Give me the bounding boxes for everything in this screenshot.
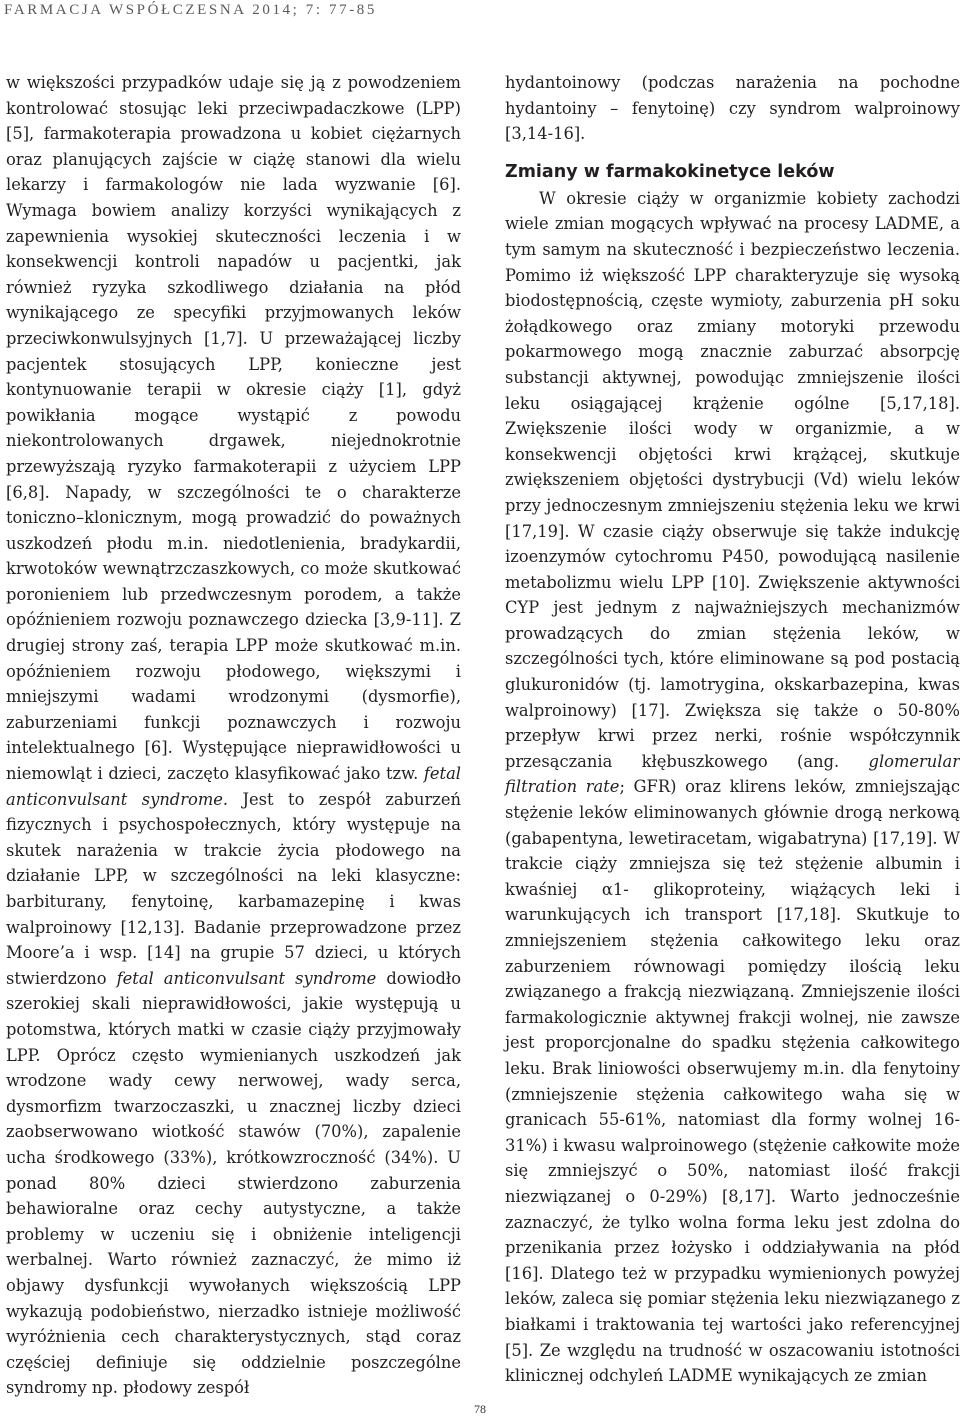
section-paragraph [505,186,960,1389]
left-column [6,70,461,1401]
body-text: ; GFR) oraz klirens leków, zmniejszając stężenie leków eliminowanych głównie drogą nerkową (gabapentyna, lewetiracetam, wigabatryna) [17,19]. W trakcie ciąży zmniejsza się też stężenie albumin i kwaśniej α1- glikoproteiny, wiążących leki i warunkujących ich transport [17,18]. Skutkuje to zmniejszeniem stężenia całkowitego leku oraz zaburzeniem równowagi pomiędzy ilością leku związanego a frakcją niezwiązaną. Zmniejszenie ilości farmakologicznie aktywnej frakcji wolnej, nie zawsze jest proporcjonalne do spadku stężenia całkowitego leku. Brak liniowości obserwujemy m.in. dla fenytoiny (zmniejszenie stężenia całkowitego waha się w granicach 55-61%, natomiast dla formy wolnej 16-31%) i kwasu walproinowego (stężenie całkowite może się zmniejszyć o 50%, natomiast ilość frakcji niezwiązanej o 0-29%) [8,17]. Warto jednocześnie zaznaczyć, że tylko wolna forma leku jest zdolna do przenikania przez łożysko i oddziaływania na płód [16]. Dlatego też w przypadku wymienionych powyżej leków, zaleca się pomiar stężenia leku niezwiązanego z białkami i traktowania tej wartości jako referencyjnej [5]. Ze względu na trudność w oszacowaniu istotności klinicznej odchyleń LADME wynikających ze zmian [505,777,960,1386]
body-text: dowiodło szerokiej skali nieprawidłowości, jakie występują u potomstwa, których matki w czasie ciąży przyjmowały LPP. Oprócz często wymienianych uszkodzeń jak wrodzone wady cewy nerwowej, wady serca, dysmorfizm twarzoczaszki, u znacznej liczby dzieci zaobserwowano wiotkość stawów (70%), zapalenie ucha środkowego (33%), krótkowzroczność (34%). U ponad 80% dzieci stwierdzono zaburzenia behawioralne oraz cechy autystyczne, a także problemy w uczeniu się i obniżenie inteligencji werbalnej. Warto również zaznaczyć, że mimo iż objawy dysfunkcji wywołanych większością LPP wykazują podobieństwo, nierzadko istnieje możliwość wyróżnienia cech charakterystycznych, stąd coraz częściej definiuje się oddzielnie poszczególne syndromy np. płodowy zespół [6,968,462,1398]
body-text: w większości przypadków udaje się ją z powodzeniem kontrolować stosując leki przeciwpadaczkowe (LPP) [5], farmakoterapia prowadzona u kobiet ciężarnych oraz planujących zajście w ciążę stanowi dla wielu lekarzy i farmakologów nie lada wyzwanie [6]. Wymaga bowiem analizy korzyści wynikających z zapewnienia wysokiej skuteczności leczenia i w konsekwencji kontroli napadów u pacjentki, jak również ryzyka szkodliwego działania na płód wynikającego ze specyfiki przyjmowanych leków przeciwkonwulsyjnych [1,7]. U przeważającej liczby pacjentek stosujących LPP, konieczne jest kontynuowanie terapii w okresie ciąży [1], gdyż powikłania mogące wystąpić z powodu niekontrolowanych drgawek, niejednokrotnie przewyższają ryzyko farmakoterapii z użyciem LPP [6,8]. Napady, w szczególności te o charakterze toniczno–klonicznym, mogą prowadzić do poważnych uszkodzeń płodu m.in. niedotlenienia, bradykardii, krwotoków wewnątrzczaszkowych, co może skutkować poronieniem lub przedwczesnym porodem, a także opóźnieniem rozwoju poznawczego dziecka [3,9-11]. Z drugiej strony zaś, terapia LPP może skutkować m.in. opóźnieniem rozwoju płodowego, większymi i mniejszymi wadami wrodzonymi (dysmorfie), zaburzeniami funkcji poznawczych i rozwoju intelektualnego [6]. Występujące nieprawidłowości u niemowląt i dzieci, zaczęto klasyfikować jako tzw. [6,73,461,784]
body-text: W okresie ciąży w organizmie kobiety zachodzi wiele zmian mogących wpływać na procesy LADME, a tym samym na skuteczność i bezpieczeństwo leczenia. Pomimo iż większość LPP charakteryzuje się wysoką biodostępnością, częste wymioty, zaburzenia pH soku żołądkowego oraz zmiany motoryki przewodu pokarmowego mogą znacznie zaburzać absorpcję substancji aktywnej, powodując zmniejszenie ilości leku osiągającej krążenie ogólne [5,17,18]. Zwiększenie ilości wody w organizmie, a w konsekwencji objętości krwi krążącej, skutkuje zwiększeniem objętości dystrybucji (Vd) wielu leków przy jednoczesnym zmniejszeniu stężenia leku we krwi [17,19]. W czasie ciąży obserwuje się także indukcję izoenzymów cytochromu P450, powodującą nasilenie metabolizmu wielu LPP [10]. Zwiększenie aktywności CYP jest jednym z najważniejszych mechanizmów prowadzących do zmian stężenia leków, w szczególności tych, które eliminowane są pod postacią glukuronidów (tj. lamotrygina, okskarbazepina, kwas walproinowy) [17]. Zwiększa się także o 50-80% przepływ krwi przez nerki, rośnie współczynnik przesączania kłębuszkowego (ang. [505,188,960,771]
right-column [505,70,960,1389]
italic-term: glomerular filtration rate [505,751,960,797]
left-paragraph [6,70,461,1401]
page-number: 78 [474,1402,486,1416]
intro-paragraph: hydantoinowy (podczas narażenia na pochodne hydantoiny – fenytoinę) czy syndrom walproinowy [3,14-16]. [505,73,960,144]
italic-term: fetal anticonvulsant syndrome. [6,764,461,809]
italic-term: fetal anticonvulsant syndrome [116,968,377,988]
body-text: Jest to zespół zaburzeń fizycznych i psychospołecznych, który występuje na skutek narażenia w trakcie życia płodowego na działanie LPP, w szczególności na leki klasyczne: barbiturany, fenytoinę, karbamazepinę i kwas walproinowy [12,13]. Badanie przeprowadzone przez Moore’a i wsp. [14] na grupie 57 dzieci, u których stwierdzono [6,789,461,988]
running-head: FARMACJA WSPÓŁCZESNA 2014; 7: 77-85 [4,2,377,18]
section-heading: Zmiany w farmakokinetyce leków [505,161,835,182]
